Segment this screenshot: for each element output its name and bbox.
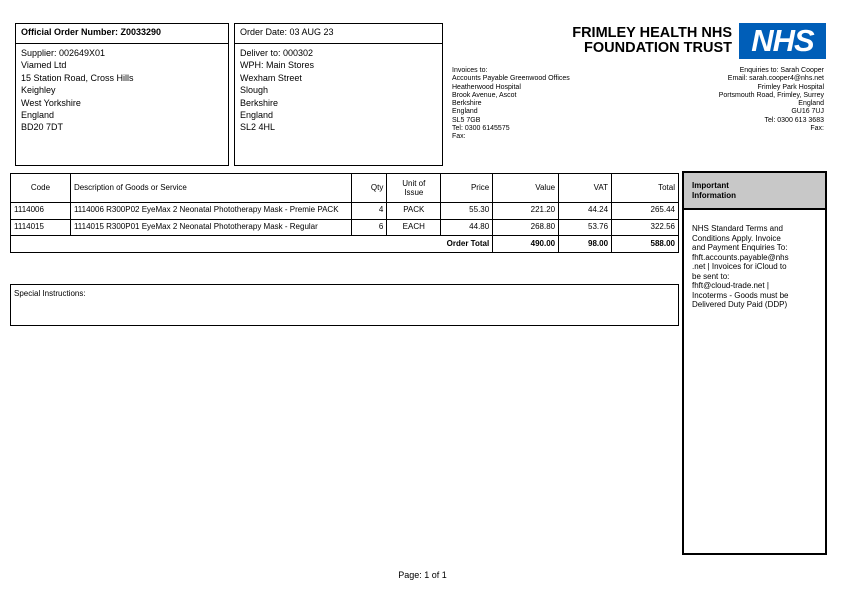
enquiry-line: Tel: 0300 613 3683 [764,116,824,124]
delivery-line: Deliver to: 000302 [240,48,314,58]
enquiry-line: Frimley Park Hospital [757,83,824,91]
important-line: and Payment Enquiries To: [692,243,788,252]
invoice-line: Fax: [452,133,466,141]
enquiry-line: Portsmouth Road, Frimley, Surrey [718,91,824,99]
page-number: Page: 1 of 1 [398,570,447,580]
supplier-line: Keighley [21,85,56,96]
cell-code: 1114006 [11,203,71,220]
cell-value: 221.20 [493,203,559,220]
enquiry-line: England [798,100,824,108]
important-information-body [684,210,825,310]
order-number-box [15,23,229,166]
invoice-line: Heatherwood Hospital [452,83,521,91]
cell-value: 268.80 [493,219,559,236]
enquiry-line: Fax: [810,125,824,133]
order-total-vat: 98.00 [559,236,612,253]
table-row [11,219,679,236]
invoice-line: SL5 7GB [452,116,481,124]
important-line: .net | Invoices for iCloud to [692,262,787,271]
important-line: be sent to: [692,271,730,281]
cell-description: 1114015 R300P01 EyeMax 2 Neonatal Phototherapy Mask - Regular [70,219,351,236]
cell-description: 1114006 R300P02 EyeMax 2 Neonatal Phototherapy Mask - Premie PACK [70,203,351,220]
important-line: Conditions Apply. Invoice [692,233,781,243]
delivery-line: England [240,110,274,121]
order-items-table [10,173,679,253]
enquiry-line: GU16 7UJ [791,108,824,116]
col-header-total: Total [612,174,679,203]
trust-name [540,26,732,56]
supplier-address [16,44,228,137]
cell-unit: EACH [387,219,441,236]
table-row [11,203,679,220]
important-line: NHS Standard Terms and [692,224,784,233]
enquiry-line: Email: sarah.cooper4@nhs.net [727,75,824,83]
supplier-line: West Yorkshire [21,97,81,108]
cell-total: 265.44 [612,203,679,220]
important-title-line: Information [692,190,736,200]
delivery-address [235,44,442,137]
delivery-box [234,23,443,166]
important-information-panel [682,171,827,555]
col-header-qty: Qty [352,174,387,203]
cell-code: 1114015 [11,219,71,236]
delivery-line: Berkshire [240,97,279,108]
special-instructions-box [10,284,679,326]
important-line: Delivered Duty Paid (DDP) [692,300,788,309]
delivery-line: SL2 4HL [240,122,276,133]
order-total-row [11,236,679,253]
col-header-unit-line: Issue [404,188,424,197]
trust-name-line: FRIMLEY HEALTH NHS [572,25,732,41]
col-header-vat: VAT [559,174,612,203]
supplier-line: England [21,110,55,121]
invoice-line: England [452,108,478,116]
table-header-row [11,174,679,203]
invoice-address [452,67,632,142]
important-line: fhft.accounts.payable@nhs [692,252,789,262]
invoice-line: Berkshire [452,100,482,108]
cell-total: 322.56 [612,219,679,236]
cell-unit: PACK [387,203,441,220]
cell-price: 55.30 [441,203,493,220]
order-total-value: 490.00 [493,236,559,253]
invoice-line: Invoices to: [452,67,488,74]
supplier-line: BD20 7DT [21,122,64,133]
delivery-line: Slough [240,85,269,96]
cell-qty: 4 [352,203,387,220]
order-total-label: Order Total [11,236,493,253]
supplier-line: Supplier: 002649X01 [21,48,106,58]
col-header-code: Code [11,174,71,203]
cell-vat: 53.76 [559,219,612,236]
supplier-line: 15 Station Road, Cross Hills [21,72,134,83]
order-date: Order Date: 03 AUG 23 [235,24,442,44]
enquiry-line: Enquiries to: Sarah Cooper [739,67,824,74]
col-header-description: Description of Goods or Service [70,174,351,203]
cell-qty: 6 [352,219,387,236]
delivery-line: Wexham Street [240,72,302,83]
cell-vat: 44.24 [559,203,612,220]
invoice-line: Tel: 0300 6145575 [452,125,510,133]
cell-price: 44.80 [441,219,493,236]
supplier-line: Viamed Ltd [21,60,67,71]
col-header-price: Price [441,174,493,203]
delivery-line: WPH: Main Stores [240,60,315,71]
invoice-line: Brook Avenue, Ascot [452,91,517,99]
important-line: fhft@cloud-trade.net | [692,281,769,290]
trust-name-line: FOUNDATION TRUST [584,40,732,56]
nhs-logo: NHS [739,23,826,59]
enquiries-address [640,67,824,133]
order-total-total: 588.00 [612,236,679,253]
order-number: Official Order Number: Z0033290 [16,24,228,44]
col-header-value: Value [493,174,559,203]
invoice-line: Accounts Payable Greenwood Offices [452,75,570,83]
important-line: Incoterms - Goods must be [692,290,789,300]
important-title-line: Important [692,181,729,190]
col-header-unit-line: Unit of [402,178,426,188]
special-instructions-label: Special Instructions: [14,289,86,298]
important-information-title [684,173,825,210]
col-header-unit [387,174,441,203]
